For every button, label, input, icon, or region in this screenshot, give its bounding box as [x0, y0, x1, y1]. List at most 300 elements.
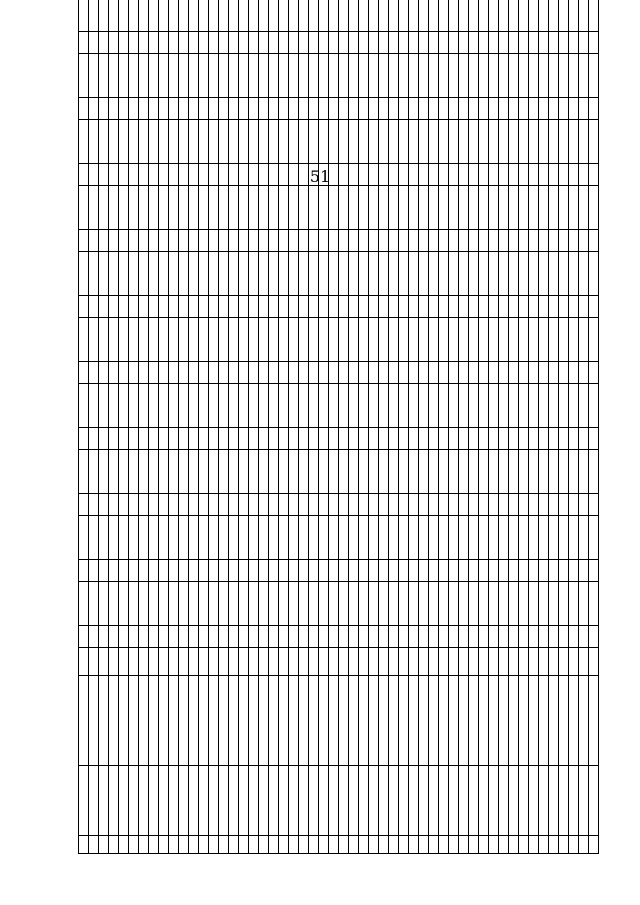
table-cell: [349, 32, 359, 54]
table-cell: [149, 384, 159, 428]
table-cell: [119, 626, 129, 648]
table-cell: [399, 384, 409, 428]
table-cell: [109, 230, 119, 252]
table-cell: [349, 384, 359, 428]
table-cell: [249, 318, 259, 362]
table-cell: [439, 582, 449, 626]
table-cell: [309, 836, 319, 854]
table-cell: [389, 428, 399, 450]
table-cell: [539, 560, 549, 582]
table-cell: [439, 560, 449, 582]
table-cell: [99, 560, 109, 582]
table-cell: [369, 516, 379, 560]
table-cell: [429, 582, 439, 626]
table-cell: [199, 164, 209, 186]
table-cell: [309, 516, 319, 560]
table-cell: [79, 626, 89, 648]
table-cell: [589, 626, 599, 648]
rotated-table-wrapper: [78, 62, 566, 854]
table-row: [529, 0, 539, 854]
table-cell: [349, 230, 359, 252]
table-cell: [319, 766, 329, 836]
table-cell: [459, 384, 469, 428]
table-cell: [519, 384, 529, 428]
table-cell: [199, 766, 209, 836]
table-cell: [499, 230, 509, 252]
table-cell: [339, 318, 349, 362]
table-cell: [159, 516, 169, 560]
table-cell: [479, 428, 489, 450]
table-cell: [569, 676, 579, 766]
table-cell: [309, 560, 319, 582]
table-cell: [499, 450, 509, 494]
table-cell: [199, 384, 209, 428]
table-cell: [289, 186, 299, 230]
table-cell: [319, 494, 329, 516]
table-cell: [399, 252, 409, 296]
table-cell: [99, 626, 109, 648]
table-cell: [339, 120, 349, 164]
table-cell: [469, 516, 479, 560]
table-cell: [119, 582, 129, 626]
table-cell: [379, 582, 389, 626]
table-cell: [559, 494, 569, 516]
table-cell: [309, 0, 319, 32]
table-cell: [429, 318, 439, 362]
table-cell: [219, 766, 229, 836]
table-cell: [479, 560, 489, 582]
table-cell: [89, 296, 99, 318]
table-cell: [159, 648, 169, 676]
table-cell: [189, 0, 199, 32]
table-cell: [359, 252, 369, 296]
table-cell: [249, 32, 259, 54]
table-cell: [219, 362, 229, 384]
table-cell: [329, 582, 339, 626]
table-cell: [299, 516, 309, 560]
table-cell: [519, 450, 529, 494]
table-cell: [239, 676, 249, 766]
table-cell: [489, 318, 499, 362]
table-cell: [129, 186, 139, 230]
table-cell: [169, 186, 179, 230]
table-cell: [589, 450, 599, 494]
table-cell: [139, 362, 149, 384]
table-cell: [189, 676, 199, 766]
table-cell: [499, 98, 509, 120]
table-cell: [149, 54, 159, 98]
table-cell: [459, 98, 469, 120]
table-cell: [369, 626, 379, 648]
table-cell: [529, 626, 539, 648]
table-cell: [289, 0, 299, 32]
table-cell: [449, 676, 459, 766]
table-cell: [299, 252, 309, 296]
table-cell: [129, 120, 139, 164]
table-cell: [519, 296, 529, 318]
table-cell: [89, 186, 99, 230]
table-cell: [479, 766, 489, 836]
table-cell: [249, 296, 259, 318]
table-cell: [539, 318, 549, 362]
table-cell: [169, 230, 179, 252]
table-cell: [529, 450, 539, 494]
table-cell: [249, 494, 259, 516]
table-cell: [439, 296, 449, 318]
table-cell: [109, 54, 119, 98]
table-cell: [489, 120, 499, 164]
table-cell: [439, 0, 449, 32]
table-cell: [509, 0, 519, 32]
table-cell: [369, 362, 379, 384]
table-cell: [569, 516, 579, 560]
table-cell: [399, 648, 409, 676]
table-cell: [209, 516, 219, 560]
table-cell: [509, 230, 519, 252]
table-cell: [449, 164, 459, 186]
table-cell: [259, 186, 269, 230]
table-cell: [159, 252, 169, 296]
table-cell: [339, 494, 349, 516]
table-cell: [309, 450, 319, 494]
table-cell: [159, 186, 169, 230]
table-cell: [559, 54, 569, 98]
rotated-data-table: [78, 62, 566, 854]
table-cell: [179, 318, 189, 362]
table-cell: [389, 230, 399, 252]
table-cell: [259, 766, 269, 836]
table-cell: [249, 384, 259, 428]
table-cell: [179, 362, 189, 384]
table-cell: [129, 626, 139, 648]
table-row: [489, 0, 499, 854]
table-cell: [539, 626, 549, 648]
table-cell: [159, 384, 169, 428]
table-cell: [139, 120, 149, 164]
table-cell: [539, 186, 549, 230]
table-cell: [389, 296, 399, 318]
table-cell: [209, 766, 219, 836]
table-cell: [419, 766, 429, 836]
table-cell: [109, 836, 119, 854]
table-cell: [119, 428, 129, 450]
table-cell: [279, 450, 289, 494]
table-cell: [399, 362, 409, 384]
table-cell: [339, 186, 349, 230]
table-cell: [329, 428, 339, 450]
table-cell: [589, 428, 599, 450]
table-cell: [399, 450, 409, 494]
table-cell: [389, 0, 399, 32]
table-cell: [339, 582, 349, 626]
table-cell: [219, 384, 229, 428]
table-cell: [389, 676, 399, 766]
table-cell: [449, 362, 459, 384]
table-cell: [99, 54, 109, 98]
table-cell: [549, 836, 559, 854]
table-cell: [189, 318, 199, 362]
table-cell: [359, 230, 369, 252]
table-cell: [429, 516, 439, 560]
table-cell: [549, 186, 559, 230]
table-cell: [419, 98, 429, 120]
table-cell: [399, 626, 409, 648]
table-cell: [199, 560, 209, 582]
table-cell: [299, 98, 309, 120]
table-cell: [399, 296, 409, 318]
table-cell: [549, 676, 559, 766]
table-cell: [539, 836, 549, 854]
table-cell: [549, 648, 559, 676]
table-cell: [439, 54, 449, 98]
table-cell: [309, 428, 319, 450]
table-cell: [149, 98, 159, 120]
table-cell: [519, 428, 529, 450]
table-cell: [299, 428, 309, 450]
table-cell: [499, 766, 509, 836]
table-cell: [119, 32, 129, 54]
table-cell: [269, 428, 279, 450]
table-cell: [389, 186, 399, 230]
table-cell: [319, 32, 329, 54]
table-cell: [149, 32, 159, 54]
table-cell: [259, 648, 269, 676]
table-cell: [499, 120, 509, 164]
table-cell: [429, 120, 439, 164]
table-cell: [359, 582, 369, 626]
table-cell: [239, 230, 249, 252]
table-cell: [479, 362, 489, 384]
table-cell: [359, 766, 369, 836]
table-cell: [559, 560, 569, 582]
table-cell: [229, 362, 239, 384]
table-cell: [99, 766, 109, 836]
table-cell: [499, 54, 509, 98]
table-cell: [139, 516, 149, 560]
table-cell: [139, 766, 149, 836]
table-cell: [219, 450, 229, 494]
table-cell: [549, 32, 559, 54]
table-cell: [79, 164, 89, 186]
table-cell: [579, 164, 589, 186]
table-cell: [149, 186, 159, 230]
table-cell: [239, 120, 249, 164]
table-cell: [529, 186, 539, 230]
table-cell: [349, 494, 359, 516]
table-cell: [139, 836, 149, 854]
table-cell: [489, 494, 499, 516]
table-cell: [159, 766, 169, 836]
table-cell: [199, 836, 209, 854]
table-row: [469, 0, 479, 854]
table-cell: [429, 384, 439, 428]
table-cell: [509, 450, 519, 494]
table-cell: [249, 54, 259, 98]
table-cell: [419, 362, 429, 384]
table-cell: [199, 516, 209, 560]
table-cell: [169, 766, 179, 836]
table-row: [409, 0, 419, 854]
table-cell: [449, 560, 459, 582]
table-cell: [469, 54, 479, 98]
table-cell: [299, 450, 309, 494]
table-row: [239, 0, 249, 854]
table-cell: [379, 676, 389, 766]
table-cell: [269, 582, 279, 626]
table-cell: [199, 252, 209, 296]
table-cell: [129, 164, 139, 186]
table-cell: [519, 98, 529, 120]
table-cell: [159, 450, 169, 494]
table-cell: [579, 494, 589, 516]
table-cell: [539, 120, 549, 164]
table-cell: [99, 428, 109, 450]
table-cell: [549, 98, 559, 120]
table-cell: [159, 836, 169, 854]
table-cell: [529, 766, 539, 836]
table-cell: [289, 32, 299, 54]
table-cell: [259, 54, 269, 98]
table-cell: [449, 450, 459, 494]
table-cell: [309, 362, 319, 384]
table-cell: [579, 318, 589, 362]
table-cell: [389, 516, 399, 560]
table-cell: [179, 766, 189, 836]
table-cell: [419, 252, 429, 296]
table-cell: [219, 120, 229, 164]
table-cell: [159, 54, 169, 98]
table-cell: [569, 384, 579, 428]
table-cell: [219, 0, 229, 32]
table-row: [279, 0, 289, 854]
table-cell: [279, 582, 289, 626]
table-cell: [129, 516, 139, 560]
table-cell: [499, 626, 509, 648]
table-cell: [409, 676, 419, 766]
table-cell: [149, 164, 159, 186]
table-cell: [99, 362, 109, 384]
table-cell: [539, 54, 549, 98]
table-cell: [229, 252, 239, 296]
table-cell: [79, 582, 89, 626]
table-cell: [399, 766, 409, 836]
table-cell: [179, 186, 189, 230]
table-cell: [409, 384, 419, 428]
table-row: [339, 0, 349, 854]
table-cell: [289, 516, 299, 560]
table-cell: [289, 54, 299, 98]
table-cell: [529, 494, 539, 516]
table-cell: [89, 450, 99, 494]
table-cell: [409, 54, 419, 98]
table-row: [439, 0, 449, 854]
table-row: [309, 0, 319, 854]
table-cell: [279, 494, 289, 516]
table-cell: [149, 648, 159, 676]
table-cell: [459, 230, 469, 252]
table-cell: [589, 560, 599, 582]
table-cell: [559, 120, 569, 164]
table-row: [519, 0, 529, 854]
table-cell: [499, 676, 509, 766]
table-row: [199, 0, 209, 854]
table-cell: [299, 164, 309, 186]
table-cell: [319, 120, 329, 164]
table-cell: [389, 648, 399, 676]
table-cell: [459, 582, 469, 626]
table-cell: [209, 318, 219, 362]
table-cell: [329, 230, 339, 252]
table-cell: [349, 252, 359, 296]
table-row: [79, 0, 89, 854]
table-cell: [249, 582, 259, 626]
table-row: [209, 0, 219, 854]
table-cell: [109, 648, 119, 676]
table-cell: [289, 450, 299, 494]
table-cell: [389, 164, 399, 186]
table-cell: [179, 676, 189, 766]
table-cell: [159, 120, 169, 164]
table-row: [139, 0, 149, 854]
table-cell: [549, 362, 559, 384]
table-cell: [319, 582, 329, 626]
table-cell: [169, 836, 179, 854]
table-cell: [129, 32, 139, 54]
table-cell: [309, 98, 319, 120]
table-cell: [89, 252, 99, 296]
table-row: [269, 0, 279, 854]
table-cell: [79, 766, 89, 836]
table-cell: [209, 362, 219, 384]
table-cell: [549, 120, 559, 164]
table-cell: [189, 54, 199, 98]
table-cell: [549, 230, 559, 252]
table-cell: [579, 120, 589, 164]
table-cell: [279, 0, 289, 32]
table-row: [319, 0, 329, 854]
table-cell: [299, 0, 309, 32]
table-cell: [159, 428, 169, 450]
table-cell: [89, 582, 99, 626]
table-cell: [189, 516, 199, 560]
table-row: [229, 0, 239, 854]
table-cell: [279, 54, 289, 98]
table-cell: [119, 98, 129, 120]
table-cell: [379, 384, 389, 428]
table-cell: [279, 836, 289, 854]
table-cell: [339, 450, 349, 494]
table-cell: [509, 54, 519, 98]
table-cell: [119, 0, 129, 32]
table-cell: [339, 560, 349, 582]
table-cell: [119, 120, 129, 164]
table-cell: [389, 766, 399, 836]
table-row: [499, 0, 509, 854]
table-cell: [79, 186, 89, 230]
table-cell: [519, 164, 529, 186]
table-cell: [179, 0, 189, 32]
table-cell: [209, 560, 219, 582]
table-cell: [479, 0, 489, 32]
table-cell: [169, 252, 179, 296]
table-cell: [199, 626, 209, 648]
table-cell: [249, 766, 259, 836]
table-cell: [429, 164, 439, 186]
table-cell: [179, 32, 189, 54]
table-cell: [139, 0, 149, 32]
table-cell: [359, 186, 369, 230]
table-cell: [99, 252, 109, 296]
